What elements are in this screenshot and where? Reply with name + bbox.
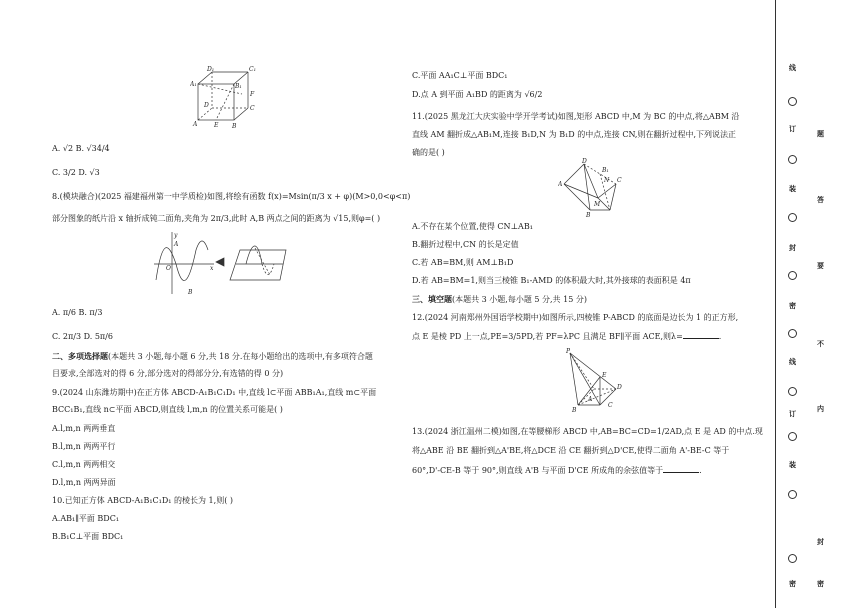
seal-hole: [788, 213, 797, 222]
seal-char: 装: [789, 460, 796, 469]
seal-char: 线: [789, 357, 796, 366]
q11-label: C: [617, 177, 622, 184]
q12-label: B: [572, 407, 577, 414]
cube-figure: [190, 64, 270, 134]
seal-hole: [788, 432, 797, 441]
section2-title: 二、多项选择题: [52, 351, 108, 361]
seal-char: 不: [817, 339, 824, 348]
q8-stem-line1: 8.(模块融合)(2025 福建福州第一中学质检)如图,将绘有函数 f(x)=Msin(π/3 x + φ)(M>0,0<φ<π): [52, 192, 411, 201]
seal-char: 封: [789, 243, 796, 252]
section3-description: (本题共 3 小题,每小题 5 分,共 15 分): [452, 295, 587, 304]
q12-label: A: [588, 396, 593, 403]
cube-label: E: [214, 122, 219, 129]
q10-option-b: B.B₁C⊥平面 BDC₁: [52, 532, 124, 541]
section2-description: (本题共 3 小题,每小题 6 分,共 18 分.在每小题给出的选项中,有多项符合题: [108, 352, 373, 361]
q12-stem-line2-text: 点 E 是棱 PD 上一点,PE=3/5PD,若 PF=λPC 且满足 BF∥平面 ACE,则λ=: [412, 332, 683, 341]
q12-label: C: [608, 402, 613, 409]
seal-char: 装: [789, 184, 796, 193]
section3-header: [412, 295, 587, 304]
cube-label: F: [250, 91, 255, 98]
seal-hole: [788, 554, 797, 563]
q11-stem-line2: 直线 AM 翻折成△AB₁M,连接 B₁D,N 为 B₁D 的中点,连接 CN,则在翻折过程中,下列说法正: [412, 130, 737, 139]
seal-char: 封: [817, 537, 824, 546]
sine-label: x: [210, 265, 214, 272]
sine-label: y: [174, 232, 178, 239]
q10-option-a: A.AB₁∥平面 BDC₁: [52, 514, 120, 523]
seal-hole: [788, 490, 797, 499]
q11-label: B₁: [602, 167, 609, 174]
seal-hole: [788, 387, 797, 396]
q12-pyramid-figure: [558, 347, 626, 415]
q11-label: B: [586, 212, 591, 218]
q11-label: N: [604, 177, 610, 184]
q11-fold-figure: [558, 158, 624, 218]
q11-option-d: D.若 AB=BM=1,则当三棱锥 B₁-AMD 的体积最大时,其外接球的表面积是 4π: [412, 276, 691, 285]
seal-line: [775, 0, 776, 608]
sine-label: O: [166, 265, 171, 272]
q9-option-d: D.l,m,n 两两异面: [52, 478, 116, 487]
q13-stem-line3: 60°,D'-CE-B 等于 90°,则直线 A'B 与平面 D'CE 所成角的余弦值等于 .: [412, 466, 702, 475]
seal-char: 密: [789, 301, 796, 310]
q8-options-ab: A. π/6 B. π/3: [52, 308, 103, 317]
cube-label: C₁: [249, 66, 256, 73]
q8-options-cd: C. 2π/3 D. 5π/6: [52, 332, 113, 341]
q12-label: E: [602, 372, 607, 379]
q12-label: P: [566, 348, 571, 355]
sine-label: B: [188, 289, 193, 296]
seal-char: 题: [817, 129, 824, 138]
seal-char: 内: [817, 404, 824, 413]
cube-label: C: [250, 105, 255, 112]
q11-stem-line3: 确的是( ): [412, 148, 445, 157]
seal-char: 订: [789, 409, 796, 418]
q12-label: D: [617, 384, 622, 391]
seal-hole: [788, 271, 797, 280]
seal-char: 密: [817, 579, 824, 588]
q13-stem-line1: 13.(2024 浙江温州二模)如图,在等腰梯形 ABCD 中,AB=BC=CD=1/2AD,点 E 是 AD 的中点.现: [412, 427, 763, 436]
cube-label: D: [204, 102, 209, 109]
seal-char: 答: [817, 195, 824, 204]
q12-answer-blank[interactable]: [683, 332, 719, 339]
q13-stem-line2: 将△ABE 沿 BE 翻折到△A'BE,将△DCE 沿 CE 翻折到△D'CE,使得二面角 A'-BE-C 等于: [412, 446, 730, 455]
q10-option-c: C.平面 AA₁C⊥平面 BDC₁: [412, 71, 508, 80]
seal-hole: [788, 97, 797, 106]
q13-stem-line3-text: 60°,D'-CE-B 等于 90°,则直线 A'B 与平面 D'CE 所成角的余弦值等于: [412, 466, 664, 475]
cube-label: A: [193, 121, 198, 128]
sine-label: A: [174, 241, 179, 248]
seal-char: 线: [789, 63, 796, 72]
q9-stem-line1: 9.(2024 山东潍坊期中)在正方体 ABCD-A₁B₁C₁D₁ 中,直线 l⊂平面 ABB₁A₁,直线 m⊂平面: [52, 388, 377, 397]
q12-stem-line1: 12.(2024 河南郑州外国语学校期中)如图所示,四棱锥 P-ABCD 的底面是边长为 1 的正方形,: [412, 313, 739, 322]
seal-char: 要: [817, 261, 824, 270]
q10-option-d: D.点 A 到平面 A₁BD 的距离为 √6/2: [412, 90, 543, 99]
q13-answer-blank[interactable]: [663, 466, 699, 473]
q11-option-c: C.若 AB=BM,则 AM⊥B₁D: [412, 258, 514, 267]
q9-option-a: A.l,m,n 两两垂直: [52, 424, 116, 433]
cube-label: B₁: [235, 83, 242, 90]
q11-label: A: [558, 181, 563, 188]
q11-label: M: [594, 201, 601, 208]
q9-option-c: C.l,m,n 两两相交: [52, 460, 116, 469]
seal-hole: [788, 329, 797, 338]
seal-hole: [788, 155, 797, 164]
seal-char: 密: [789, 579, 796, 588]
q11-option-a: A.不存在某个位置,使得 CN⊥AB₁: [412, 222, 533, 231]
q9-stem-line2: BCC₁B₁,直线 n⊂平面 ABCD,则直线 l,m,n 的位置关系可能是( ): [52, 405, 283, 414]
section3-title: 三、填空题: [412, 294, 452, 304]
cube-label: D₁: [207, 66, 215, 73]
section2-header: [52, 352, 373, 361]
cube-label: B: [232, 123, 237, 130]
seal-char: 订: [789, 124, 796, 133]
q11-option-b: B.翻折过程中,CN 的长是定值: [412, 240, 519, 249]
cube-label: A₁: [190, 81, 197, 88]
q10-stem: 10.已知正方体 ABCD-A₁B₁C₁D₁ 的棱长为 1,则( ): [52, 496, 233, 505]
q12-stem-line2: 点 E 是棱 PD 上一点,PE=3/5PD,若 PF=λPC 且满足 BF∥平面 ACE,则λ= .: [412, 332, 722, 341]
sine-fold-figure: [150, 230, 290, 298]
q7-options-ab: A. √2 B. √34/4: [52, 144, 110, 153]
section2-description-line2: 目要求,全部选对的得 6 分,部分选对的得部分分,有选错的得 0 分): [52, 369, 284, 378]
q11-stem-line1: 11.(2025 黑龙江大庆实验中学开学考试)如图,矩形 ABCD 中,M 为 BC 的中点,将△ABM 沿: [412, 112, 740, 121]
q7-options-cd: C. 3/2 D. √3: [52, 168, 100, 177]
q8-stem-line2: 部分图象的纸片沿 x 轴折成钝二面角,夹角为 2π/3,此时 A,B 两点之间的距离为 √15,则φ=( ): [52, 214, 381, 223]
q11-label: D: [582, 158, 587, 165]
q9-option-b: B.l,m,n 两两平行: [52, 442, 116, 451]
